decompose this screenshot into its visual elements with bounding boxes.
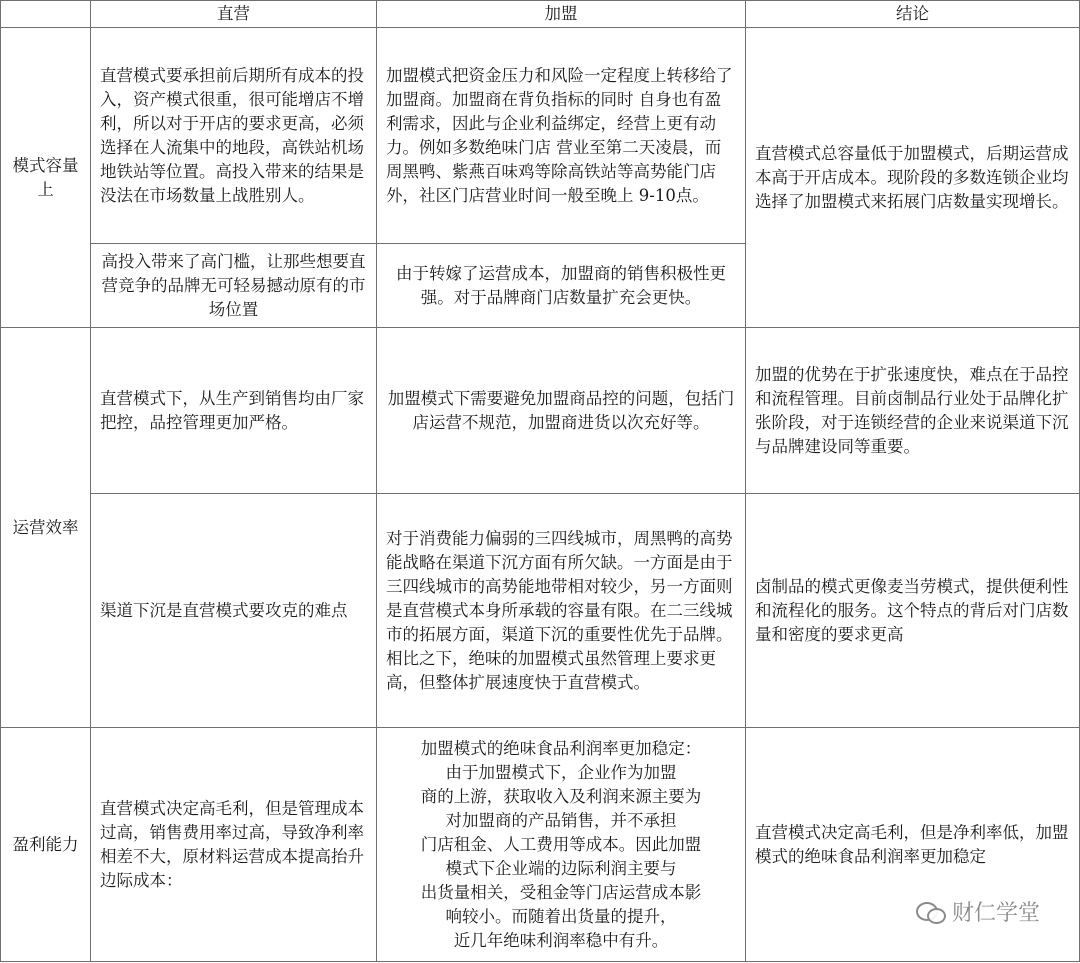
profit-franchise	[377, 728, 746, 962]
profit-direct: 直营模式决定高毛利，但是管理成本过高，销售费用率过高，导致净利率相差不大，原材料运营成本提高抬升边际成本：	[91, 728, 377, 962]
header-franchise: 加盟	[377, 1, 746, 28]
table-row	[1, 28, 1080, 244]
profit-franchise-line: 由于加盟模式下，企业作为加盟	[445, 762, 677, 782]
header-corner	[1, 1, 91, 28]
capacity-conclusion: 直营模式总容量低于加盟模式，后期运营成本高于开店成本。现阶段的多数连锁企业均选择了加盟模式来拓展门店数量实现增长。	[746, 28, 1080, 328]
capacity-franchise-2: 由于转嫁了运营成本，加盟商的销售积极性更强。对于品牌商门店数量扩充会更快。	[377, 244, 746, 328]
profit-franchise-line: 近几年绝味利润率稳中有升。	[453, 930, 669, 950]
row-label-efficiency: 运营效率	[1, 328, 91, 728]
profit-franchise-line: 响较小。而随着出货量的提升，	[445, 906, 677, 926]
header-direct: 直营	[91, 1, 377, 28]
efficiency-franchise-2: 对于消费能力偏弱的三四线城市，周黑鸭的高势能战略在渠道下沉方面有所欠缺。一方面是由于三四线城市的高势能地带相对较少，另一方面则是直营模式本身所承载的容量有限。在二三线城市的拓展方面，渠道下沉的重要性优先于品牌。相比之下，绝味的加盟模式虽然管理上要求更高，但整体扩展速度快于直营模式。	[377, 494, 746, 728]
table-row	[1, 328, 1080, 494]
efficiency-direct-1: 直营模式下，从生产到销售均由厂家把控，品控管理更加严格。	[91, 328, 377, 494]
capacity-franchise-1: 加盟模式把资金压力和风险一定程度上转移给了加盟商。加盟商在背负指标的同时 自身也有盈利需求，因此与企业利益绑定，经营上更有动力。例如多数绝味门店 营业至第二天凌晨，而周黑鸭、紫燕百味鸡等除高铁站等高势能门店外，社区门店营业时间一般至晚上 9-10点。	[377, 28, 746, 244]
profit-franchise-line: 模式下企业端的边际利润主要与	[445, 858, 677, 878]
table-row	[1, 494, 1080, 728]
wechat-icon	[916, 900, 946, 924]
capacity-direct-2: 高投入带来了高门槛，让那些想要直营竞争的品牌无可轻易撼动原有的市场位置	[91, 244, 377, 328]
watermark-text: 财仁学堂	[951, 901, 1040, 926]
profit-franchise-line: 出货量相关，受租金等门店运营成本影	[420, 882, 702, 902]
header-conclusion: 结论	[746, 1, 1080, 28]
watermark	[912, 896, 1044, 927]
profit-franchise-line: 对加盟商的产品销售，并不承担	[445, 810, 677, 830]
profit-conclusion: 直营模式决定高毛利，但是净利率低，加盟模式的绝味食品利润率更加稳定	[746, 728, 1080, 962]
efficiency-conclusion-1: 加盟的优势在于扩张速度快，难点在于品控和流程管理。目前卤制品行业处于品牌化扩张阶段，对于连锁经营的企业来说渠道下沉与品牌建设同等重要。	[746, 328, 1080, 494]
row-label-profit: 盈利能力	[1, 728, 91, 962]
header-row	[1, 1, 1080, 28]
efficiency-franchise-1: 加盟模式下需要避免加盟商品控的问题，包括门店运营不规范，加盟商进货以次充好等。	[377, 328, 746, 494]
profit-franchise-line: 门店租金、人工费用等成本。因此加盟	[420, 834, 702, 854]
efficiency-conclusion-2: 卤制品的模式更像麦当劳模式，提供便利性和流程化的服务。这个特点的背后对门店数量和密度的要求更高	[746, 494, 1080, 728]
profit-franchise-line: 加盟模式的绝味食品利润率更加稳定：	[420, 738, 702, 758]
row-label-capacity: 模式容量上	[1, 28, 91, 328]
profit-franchise-line: 商的上游，获取收入及利润来源主要为	[420, 786, 702, 806]
efficiency-direct-2: 渠道下沉是直营模式要攻克的难点	[91, 494, 377, 728]
capacity-direct-1: 直营模式要承担前后期所有成本的投入，资产模式很重，很可能增店不增利，所以对于开店的要求更高，必须选择在人流集中的地段，高铁站机场地铁站等位置。高投入带来的结果是没法在市场数量上战胜别人。	[91, 28, 377, 244]
